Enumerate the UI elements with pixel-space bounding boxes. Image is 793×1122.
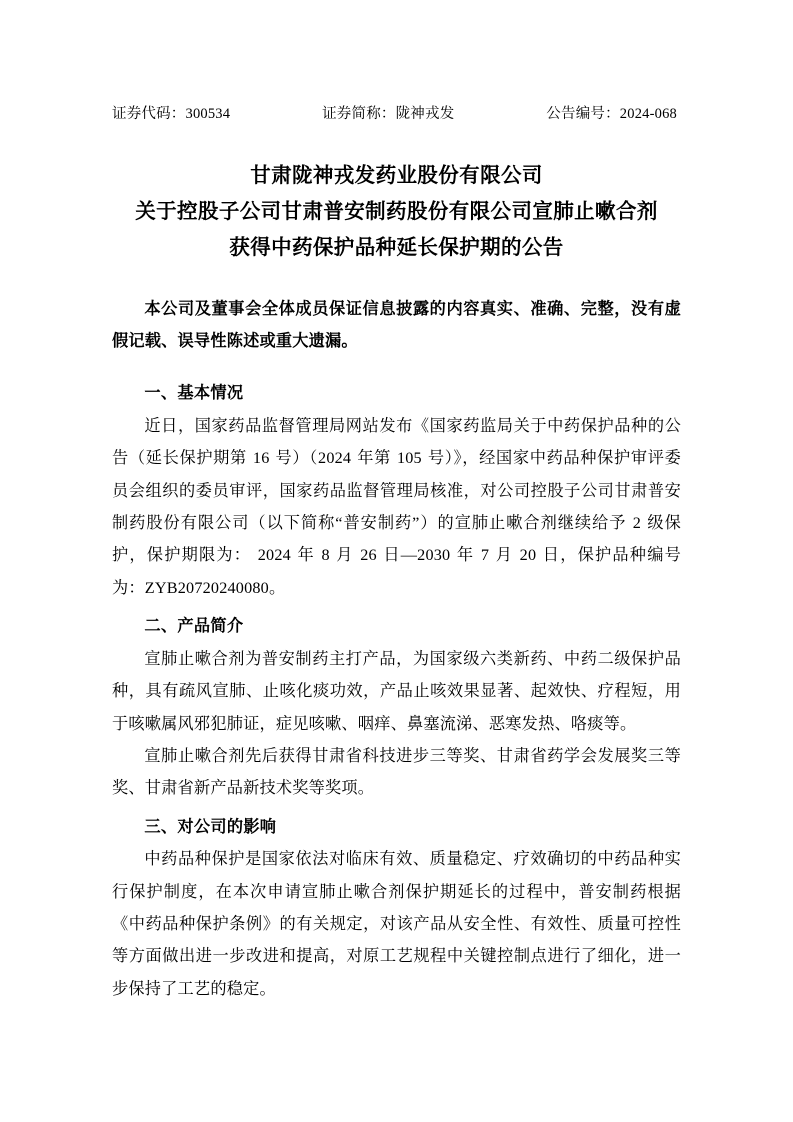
section-product-intro <box>112 610 681 804</box>
security-code: 证券代码：300534 <box>112 106 231 122</box>
section-heading-3: 三、对公司的影响 <box>144 817 277 836</box>
section-2-paragraph-2: 宣肺止嗽合剂先后获得甘肃省科技进步三等奖、甘肃省药学会发展奖三等奖、甘肃省新产品新技术奖等奖项。 <box>112 746 681 798</box>
disclosure-statement: 本公司及董事会全体成员保证信息披露的内容真实、准确、完整，没有虚假记载、误导性陈述或重大遗漏。 <box>112 299 681 351</box>
section-heading-1: 一、基本情况 <box>144 384 244 403</box>
page-title <box>112 159 681 267</box>
section-2-paragraph-1: 宣肺止嗽合剂为普安制药主打产品，为国家级六类新药、中药二级保护品种，具有疏风宣肺、止咳化痰功效，产品止咳效果显著、起效快、疗程短，用于咳嗽属风邪犯肺证，症见咳嗽、咽痒、鼻塞流涕、恶寒发热、咯痰等。 <box>112 649 681 733</box>
section-company-impact <box>112 811 681 1005</box>
section-1-paragraph-1: 近日，国家药品监督管理局网站发布《国家药监局关于中药保护品种的公告（延长保护期第 16 号）（2024 年第 105 号）》，经国家中药品种保护审评委员会组织的委员审评，国家药品监督管理局核准，对公司控股子公司甘肃普安制药股份有限公司（以下简称“普安制药”）的宣肺止嗽合剂继续给予 2 级保护，保护期限为： 2024 年 8 月 26 日—2030 年 7 月 20 日，保护品种编号为：ZYB20720240080。 <box>112 416 681 597</box>
section-basic-info <box>112 377 681 604</box>
section-3-paragraph-1: 中药品种保护是国家依法对临床有效、质量稳定、疗效确切的中药品种实行保护制度，在本次申请宣肺止嗽合剂保护期延长的过程中，普安制药根据《中药品种保护条例》的有关规定，对该产品从安全性、有效性、质量可控性等方面做出进一步改进和提高，对原工艺规程中关键控制点进行了细化，进一步保持了工艺的稳定。 <box>112 850 681 998</box>
notice-number: 公告编号：2024-068 <box>546 106 677 122</box>
title-line-1: 甘肃陇神戎发药业股份有限公司 <box>250 165 543 187</box>
title-line-2: 关于控股子公司甘肃普安制药股份有限公司宣肺止嗽合剂 <box>135 200 658 223</box>
security-name: 证券简称：陇神戎发 <box>322 106 455 122</box>
document-header <box>112 102 681 123</box>
title-line-3: 获得中药保护品种延长保护期的公告 <box>229 236 564 259</box>
section-heading-2: 二、产品简介 <box>144 617 244 636</box>
